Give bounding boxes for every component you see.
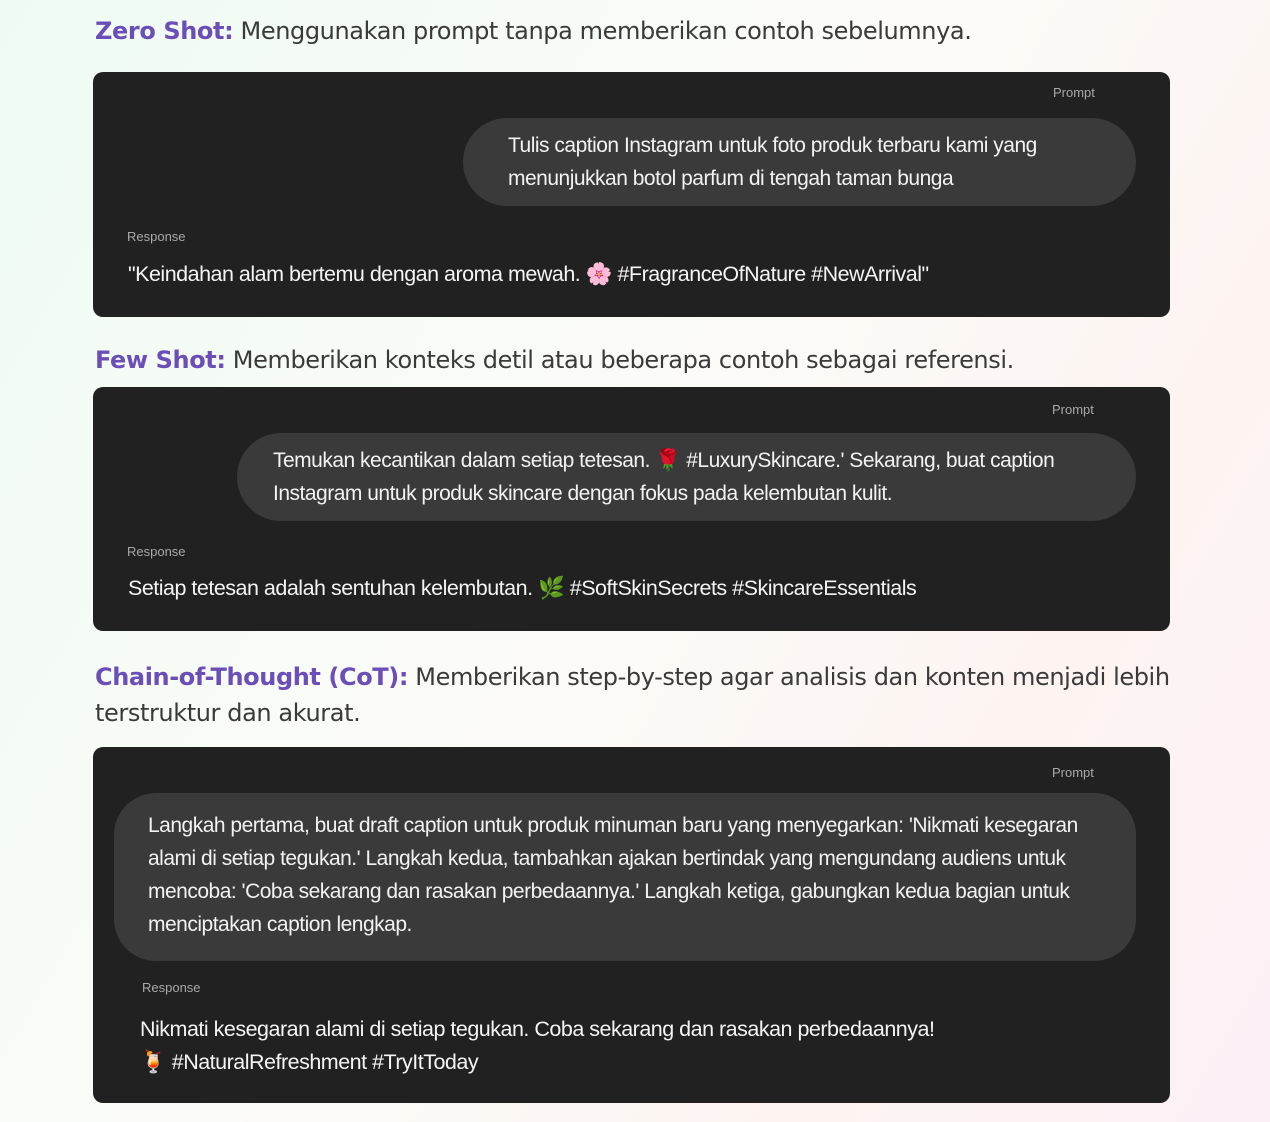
prompt-tag: Prompt — [1053, 85, 1095, 100]
few-shot-example-card — [93, 387, 1170, 631]
cot-example-card — [93, 747, 1170, 1103]
zero-shot-example-card — [93, 72, 1170, 317]
prompt-bubble: Tulis caption Instagram untuk foto produk terbaru kami yang menunjukkan botol parfum di tengah taman bunga — [463, 118, 1136, 206]
zero-shot-description: Menggunakan prompt tanpa memberikan contoh sebelumnya. — [240, 17, 972, 45]
zero-shot-label: Zero Shot: — [95, 17, 234, 45]
few-shot-label: Few Shot: — [95, 346, 226, 374]
response-text: Nikmati kesegaran alami di setiap tegukan. Coba sekarang dan rasakan perbedaannya! 🍹 #NaturalRefreshment #TryItToday — [140, 1017, 935, 1074]
response-text: "Keindahan alam bertemu dengan aroma mewah. 🌸 #FragranceOfNature #NewArrival" — [128, 262, 929, 286]
response-tag: Response — [127, 229, 186, 244]
few-shot-heading — [95, 342, 1175, 378]
cot-description: Memberikan step-by-step agar analisis dan konten menjadi lebih terstruktur dan akurat. — [95, 663, 1170, 727]
response-text: Setiap tetesan adalah sentuhan kelembutan. 🌿 #SoftSkinSecrets #SkincareEssentials — [128, 576, 917, 600]
zero-shot-heading — [95, 13, 1175, 49]
cot-label: Chain-of-Thought (CoT): — [95, 663, 409, 691]
prompt-bubble: Temukan kecantikan dalam setiap tetesan. 🌹 #LuxurySkincare.' Sekarang, buat caption Instagram untuk produk skincare dengan fokus pada kelembutan kulit. — [237, 433, 1136, 521]
prompt-tag: Prompt — [1052, 402, 1094, 417]
prompt-bubble: Langkah pertama, buat draft caption untuk produk minuman baru yang menyegarkan: 'Nikmati kesegaran alami di setiap tegukan.' Langkah kedua, tambahkan ajakan bertindak yang mengundang audiens untuk mencoba: 'Coba sekarang dan rasakan perbedaannya.' Langkah ketiga, gabungkan kedua bagian untuk menciptakan caption lengkap. — [114, 793, 1136, 961]
response-tag: Response — [127, 544, 186, 559]
response-tag: Response — [142, 980, 201, 995]
cot-heading — [95, 659, 1175, 731]
prompt-tag: Prompt — [1052, 765, 1094, 780]
few-shot-description: Memberikan konteks detil atau beberapa contoh sebagai referensi. — [232, 346, 1014, 374]
